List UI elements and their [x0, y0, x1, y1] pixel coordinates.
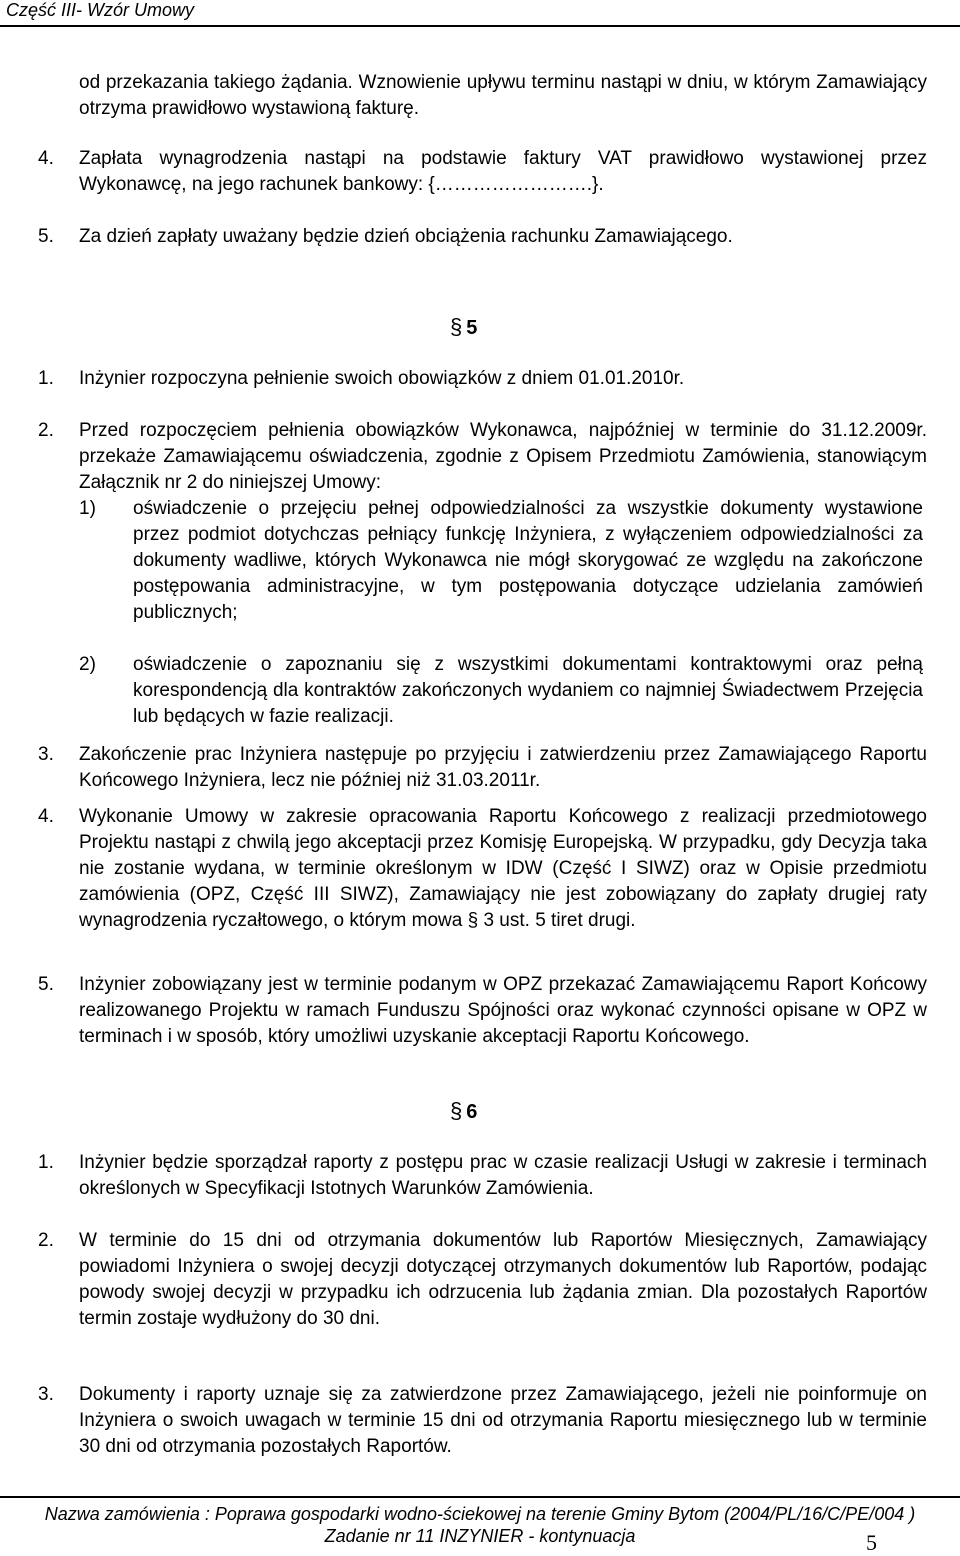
item-number: 5.	[38, 226, 54, 247]
item-number: 2.	[38, 420, 54, 441]
section-number: 5	[466, 317, 478, 339]
subitem-responsibility: oświadczenie o przejęciu pełnej odpowiedzialności za wszystkie dokumenty wystawione przez podmiot dotychczas pełniący funkcję Inżyniera, z wyłączeniem odpowiedzialności za dokumenty wadliwe, których Wykonawca nie mógł skorygować ze względu na zakończone postępowania administracyjne, w tym postępowania dotyczące udzielania zamówień publicznych;	[133, 498, 923, 623]
item-number: 4.	[38, 148, 54, 169]
section-symbol: §	[450, 314, 463, 339]
section-heading-5	[450, 314, 477, 341]
paragraph-progress-reports: Inżynier będzie sporządzał raporty z postępu prac w czasie realizacji Usługi w zakresie i terminach określonych w Specyfikacji Istotnych Warunków Zamówienia.	[79, 1152, 927, 1199]
footer-task-name: Zadanie nr 11 INZYNIER - kontynuacja	[324, 1526, 636, 1546]
document-header: Część III- Wzór Umowy	[6, 0, 195, 20]
paragraph-payment-basis: Zapłata wynagrodzenia nastąpi na podstawie faktury VAT prawidłowo wystawionej przez Wykonawcę, na jego rachunek bankowy: {…………………….}.	[79, 148, 927, 195]
item-number: 1.	[38, 368, 54, 389]
paragraph-payment-date: Za dzień zapłaty uważany będzie dzień obciążenia rachunku Zamawiającego.	[79, 226, 733, 247]
item-number: 3.	[38, 1384, 54, 1405]
item-number: 4.	[38, 806, 54, 827]
paragraph-final-report: Wykonanie Umowy w zakresie opracowania Raportu Końcowego z realizacji przedmiotowego Projektu nastąpi z chwilą jego akceptacji przez Komisję Europejską. W przypadku, gdy Decyzja taka nie zostanie wydana, w terminie określonym w IDW (Część I SIWZ) oraz w Opisie przedmiotu zamówienia (OPZ, Część III SIWZ), Zamawiający nie jest zobowiązany do zapłaty drugiej raty wynagrodzenia ryczałtowego, o którym mowa § 3 ust. 5 tiret drugi.	[79, 806, 927, 931]
footer-order-name: Nazwa zamówienia : Poprawa gospodarki wodno-ściekowej na terenie Gminy Bytom (2004/PL/16/C/PE/004 )	[44, 1504, 916, 1524]
item-number: 5.	[38, 974, 54, 995]
paragraph-declarations: Przed rozpoczęciem pełnienia obowiązków Wykonawca, najpóźniej w terminie do 31.12.2009r. przekaże Zamawiającemu oświadczenia, zgodnie z Opisem Przedmiotu Zamówienia, stanowiącym Załącznik nr 2 do niniejszej Umowy:	[79, 420, 927, 493]
subitem-documents: oświadczenie o zapoznaniu się z wszystkimi dokumentami kontraktowymi oraz pełną korespondencją dla kontraktów zakończonych wydaniem co najmniej Świadectwem Przejęcia lub będących w fazie realizacji.	[133, 654, 923, 727]
header-divider	[0, 25, 960, 27]
subitem-number: 2)	[79, 654, 96, 675]
paragraph-continuation: od przekazania takiego żądania. Wznowienie upływu terminu nastąpi w dniu, w którym Zamawiający otrzyma prawidłowo wystawioną fakturę.	[79, 72, 927, 119]
footer-divider	[0, 1496, 960, 1498]
paragraph-start-date: Inżynier rozpoczyna pełnienie swoich obowiązków z dniem 01.01.2010r.	[79, 368, 685, 389]
item-number: 1.	[38, 1152, 54, 1173]
paragraph-completion: Zakończenie prac Inżyniera następuje po przyjęciu i zatwierdzeniu przez Zamawiającego Raportu Końcowego Inżyniera, lecz nie później niż 31.03.2011r.	[79, 744, 927, 791]
item-number: 2.	[38, 1230, 54, 1251]
section-symbol: §	[450, 1098, 463, 1123]
paragraph-report-delivery: Inżynier zobowiązany jest w terminie podanym w OPZ przekazać Zamawiającemu Raport Końcowy realizowanego Projektu w ramach Funduszu Spójności oraz wykonać czynności opisane w OPZ w terminach i w sposób, który umożliwi uzyskanie akceptacji Raportu Końcowego.	[79, 974, 927, 1047]
section-number: 6	[466, 1101, 478, 1123]
item-number: 3.	[38, 744, 54, 765]
section-heading-6	[450, 1098, 477, 1125]
page-number: 5	[866, 1530, 877, 1555]
paragraph-review-deadline: W terminie do 15 dni od otrzymania dokumentów lub Raportów Miesięcznych, Zamawiający powiadomi Inżyniera o swojej decyzji dotyczącej otrzymanych dokumentów lub Raportów, podając powody swojej decyzji w przypadku ich odrzucenia lub żądania zmian. Dla pozostałych Raportów termin zostaje wydłużony do 30 dni.	[79, 1230, 927, 1329]
paragraph-approval: Dokumenty i raporty uznaje się za zatwierdzone przez Zamawiającego, jeżeli nie poinformuje on Inżyniera o swoich uwagach w terminie 15 dni od otrzymania Raportu miesięcznego lub w terminie 30 dni od otrzymania pozostałych Raportów.	[79, 1384, 927, 1457]
subitem-number: 1)	[79, 498, 96, 519]
